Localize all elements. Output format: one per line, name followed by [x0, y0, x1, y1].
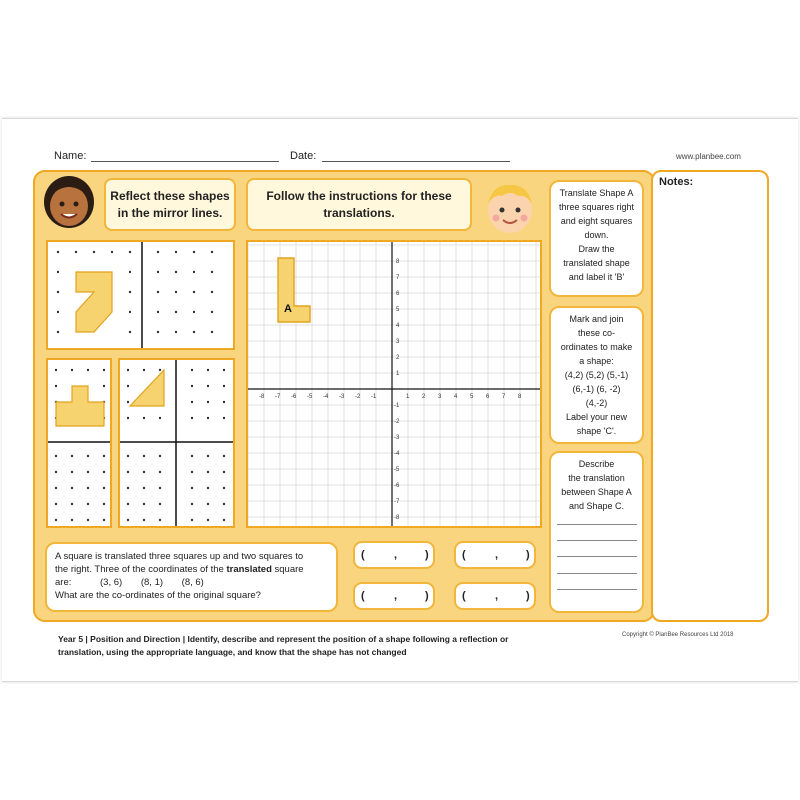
open-paren: (	[361, 549, 365, 561]
y-tick-label: 7	[396, 275, 400, 281]
instruction-line: and label it 'B'	[568, 272, 625, 282]
comma: ,	[495, 549, 499, 561]
close-paren: )	[425, 549, 429, 561]
close-paren: )	[526, 590, 530, 602]
instruction-line: down.	[584, 230, 609, 240]
answer-coordinate-3[interactable]	[353, 582, 435, 610]
describe-answer-line-2[interactable]	[557, 540, 637, 541]
y-tick-label: -8	[394, 515, 400, 521]
x-tick-label: -2	[355, 394, 361, 400]
x-tick-label: 5	[470, 394, 474, 400]
reflect-line-1: Reflect these shapes	[110, 189, 230, 203]
coord-3: (8, 6)	[181, 577, 204, 588]
notes-box[interactable]	[651, 170, 769, 622]
reflect-instruction-bubble	[104, 178, 236, 231]
instruction-line: shape 'C'.	[576, 426, 617, 436]
footer-line-1: Year 5 | Position and Direction | Identify, describe and represent the position of a shape following a reflection or	[58, 634, 509, 644]
answer-coordinate-4[interactable]	[454, 582, 536, 610]
instruction-line: these co-	[577, 328, 616, 338]
y-tick-label: -5	[394, 467, 400, 473]
coordinate-grid-drawing	[248, 242, 540, 526]
reflection-grid-2-drawing	[48, 360, 110, 526]
x-tick-label: 7	[502, 394, 506, 400]
x-tick-label: -5	[307, 394, 313, 400]
date-label: Date:	[290, 150, 317, 162]
instruction-line: Draw the	[578, 244, 615, 254]
coord-1: (3, 6)	[100, 577, 123, 588]
girl-character-icon	[40, 174, 98, 234]
instruction-line: Translate Shape A	[559, 188, 634, 198]
open-paren: (	[462, 549, 466, 561]
x-tick-label: -7	[275, 394, 281, 400]
instruction-box-coordinates	[549, 306, 644, 444]
question-text: the right. Three of the coordinates of the	[55, 564, 227, 575]
reflect-line-2: in the mirror lines.	[117, 206, 223, 220]
x-tick-label: 8	[518, 394, 522, 400]
y-tick-label: 4	[396, 323, 400, 329]
question-bold-word: translated	[226, 564, 272, 575]
x-tick-label: 6	[486, 394, 490, 400]
answer-coordinate-1[interactable]	[353, 541, 435, 569]
instruction-line: three squares right	[558, 202, 635, 212]
y-tick-label: -6	[394, 483, 400, 489]
close-paren: )	[526, 549, 530, 561]
open-paren: (	[462, 590, 466, 602]
x-tick-label: -6	[291, 394, 297, 400]
reflection-grid-3[interactable]	[118, 358, 235, 528]
instruction-line: the translation	[568, 473, 625, 483]
reflect-shape-2	[56, 386, 104, 426]
y-tick-label: -7	[394, 499, 400, 505]
y-tick-label: -4	[394, 451, 400, 457]
question-box	[45, 542, 338, 612]
instruction-box-translate	[549, 180, 644, 297]
instruction-line: ordinates to make	[560, 342, 633, 352]
answer-coordinate-2[interactable]	[454, 541, 536, 569]
reflect-shape-1	[76, 272, 112, 332]
footer-objective	[58, 633, 598, 659]
date-field[interactable]	[322, 161, 510, 162]
reflection-grid-1[interactable]	[46, 240, 235, 350]
coordinate-grid[interactable]	[246, 240, 542, 528]
reflection-grid-3-drawing	[120, 360, 233, 526]
instruction-line: and Shape C.	[568, 501, 625, 511]
y-tick-label: -2	[394, 419, 400, 425]
question-line-3	[55, 576, 328, 589]
site-url: www.planbee.com	[676, 152, 741, 161]
y-tick-label: 5	[396, 307, 400, 313]
comma: ,	[394, 590, 398, 602]
boy-character-icon	[482, 180, 538, 236]
instruction-line: (6,-1) (6, -2)	[572, 384, 621, 394]
comma: ,	[394, 549, 398, 561]
x-tick-label: 4	[454, 394, 458, 400]
instruction-line: Label your new	[565, 412, 628, 422]
x-tick-label: -3	[339, 394, 345, 400]
close-paren: )	[425, 590, 429, 602]
instruction-line: between Shape A	[561, 487, 632, 497]
describe-answer-line-4[interactable]	[557, 573, 637, 574]
shape-a	[278, 258, 310, 322]
describe-answer-line-5[interactable]	[557, 589, 637, 590]
coords-label: are:	[55, 577, 72, 588]
name-field[interactable]	[91, 161, 279, 162]
x-tick-label: -8	[259, 394, 265, 400]
question-line-2	[55, 563, 328, 576]
question-line-4: What are the co-ordinates of the original square?	[55, 590, 261, 601]
instruction-line: Describe	[578, 459, 615, 469]
x-axis-labels	[259, 394, 522, 400]
instruction-line: translated shape	[563, 258, 630, 268]
copyright: Copyright © PlanBee Resources Ltd 2018	[622, 632, 734, 638]
x-tick-label: 3	[438, 394, 442, 400]
notes-title: Notes:	[659, 176, 694, 188]
open-paren: (	[361, 590, 365, 602]
coord-2: (8, 1)	[140, 577, 164, 588]
instruction-line: Mark and join	[569, 314, 624, 324]
instruction-line: a shape:	[579, 356, 614, 366]
x-tick-label: 2	[422, 394, 426, 400]
question-text-end: square	[271, 564, 304, 575]
translate-line-2: translations.	[323, 206, 395, 220]
instruction-line: (4,2) (5,2) (5,-1)	[564, 370, 629, 380]
translate-line-1: Follow the instructions for these	[266, 189, 452, 203]
y-tick-label: -1	[394, 403, 400, 409]
comma: ,	[495, 590, 499, 602]
translate-instruction-bubble	[246, 178, 472, 231]
x-tick-label: -4	[323, 394, 329, 400]
y-tick-label: -3	[394, 435, 400, 441]
y-axis-labels	[394, 259, 400, 521]
describe-answer-line-1[interactable]	[557, 524, 637, 525]
instruction-line: (4,-2)	[585, 398, 608, 408]
x-tick-label: 1	[406, 394, 410, 400]
y-tick-label: 8	[396, 259, 400, 265]
footer-line-2: translation, using the appropriate language, and know that the shape has not changed	[58, 647, 407, 657]
x-tick-label: -1	[371, 394, 377, 400]
y-tick-label: 1	[396, 371, 400, 377]
question-line-1: A square is translated three squares up and two squares to	[55, 551, 304, 562]
reflection-grid-2[interactable]	[46, 358, 112, 528]
y-tick-label: 3	[396, 339, 400, 345]
describe-answer-line-3[interactable]	[557, 556, 637, 557]
y-tick-label: 6	[396, 291, 400, 297]
reflection-grid-1-drawing	[48, 242, 233, 348]
reflect-shape-3	[130, 370, 164, 406]
name-label: Name:	[54, 150, 87, 162]
y-tick-label: 2	[396, 355, 400, 361]
instruction-line: and eight squares	[560, 216, 633, 226]
shape-a-label: A	[284, 303, 292, 315]
